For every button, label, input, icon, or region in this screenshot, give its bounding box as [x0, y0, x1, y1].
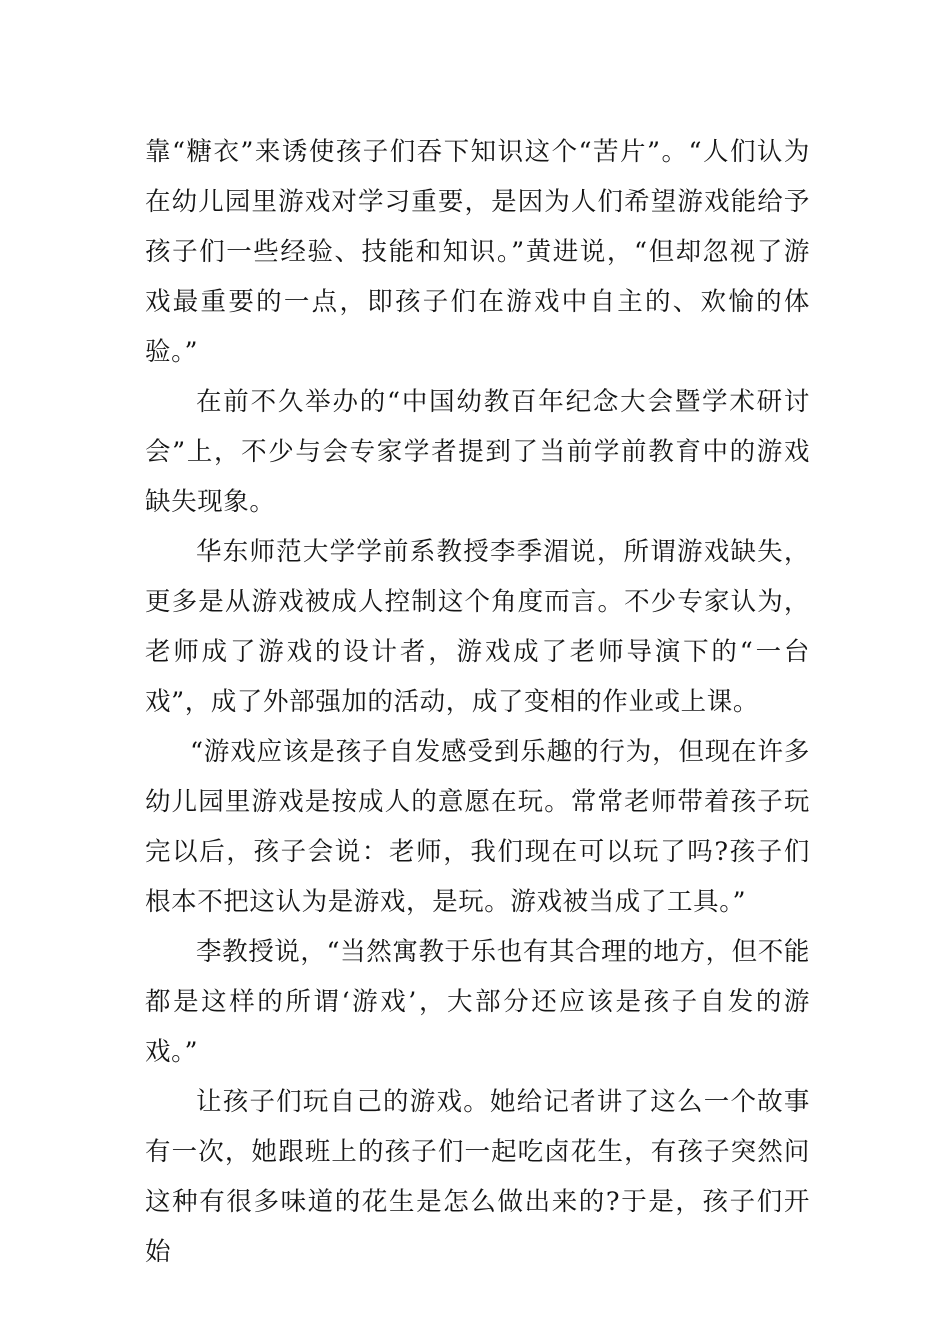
paragraph-1: 靠“糖衣”来诱使孩子们吞下知识这个“苦片”。“人们认为在幼儿园里游戏对学习重要，是因为人们希望游戏能给予孩子们一些经验、技能和知识。”黄进说，“但却忽视了游戏最重要的一点，即孩子们在游戏中自主的、欢愉的体验。”: [145, 137, 810, 367]
article-body: [145, 127, 810, 1277]
paragraph-3: 华东师范大学学前系教授李季湄说，所谓游戏缺失，更多是从游戏被成人控制这个角度而言。不少专家认为，老师成了游戏的设计者，游戏成了老师导演下的“一台戏”，成了外部强加的活动，成了变相的作业或上课。: [145, 537, 811, 717]
paragraph-6: 让孩子们玩自己的游戏。她给记者讲了这么一个故事有一次，她跟班上的孩子们一起吃卤花生，有孩子突然问这种有很多味道的花生是怎么做出来的?于是，孩子们开始: [145, 1087, 810, 1267]
paragraph-4: “游戏应该是孩子自发感受到乐趣的行为，但现在许多幼儿园里游戏是按成人的意愿在玩。常常老师带着孩子玩完以后，孩子会说：老师，我们现在可以玩了吗?孩子们根本不把这认为是游戏，是玩。游戏被当成了工具。”: [145, 737, 810, 917]
paragraph-5: 李教授说，“当然寓教于乐也有其合理的地方，但不能都是这样的所谓‘游戏’，大部分还应该是孩子自发的游戏。”: [145, 937, 810, 1067]
paragraph-2: 在前不久举办的“中国幼教百年纪念大会暨学术研讨会”上，不少与会专家学者提到了当前学前教育中的游戏缺失现象。: [145, 387, 810, 517]
